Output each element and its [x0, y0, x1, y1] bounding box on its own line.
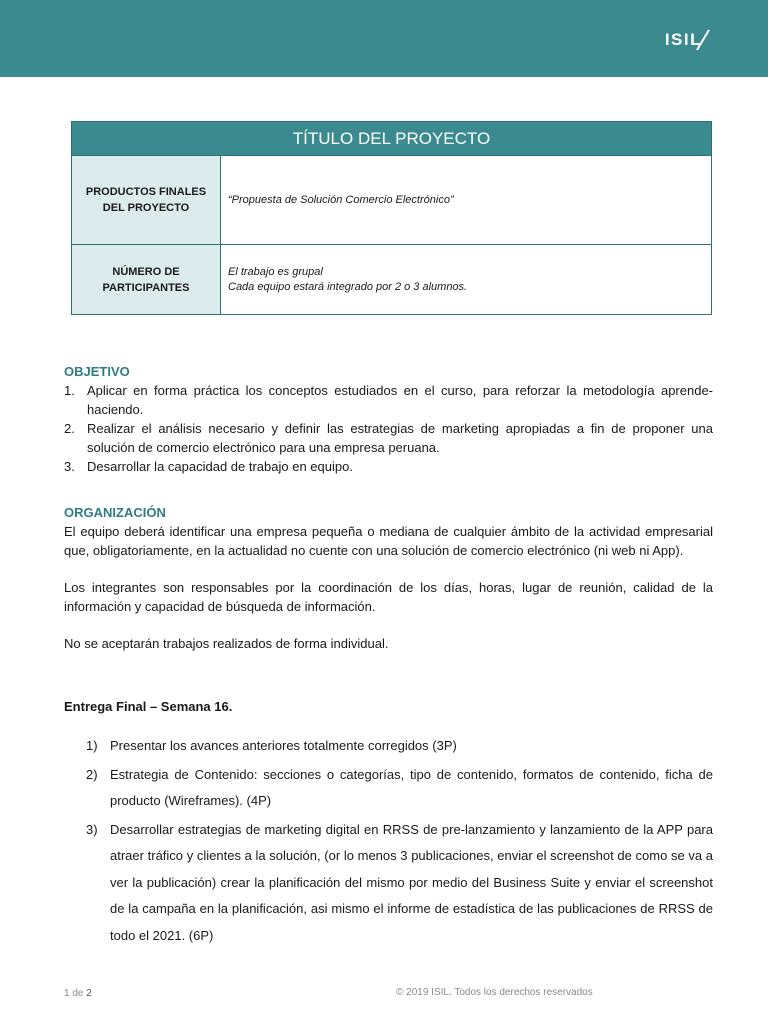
objetivo-heading: OBJETIVO	[64, 364, 130, 379]
list-item	[86, 762, 713, 815]
logo-slash-icon	[695, 28, 711, 52]
list-item	[64, 381, 713, 419]
list-item-text: Desarrollar estrategias de marketing digital en RRSS de pre-lanzamiento y lanzamiento de la APP para atraer tráfico y clientes a la solución, (or lo menos 3 publicaciones, enviar el screenshot de como se va a ver la publicación) crear la planificación del mismo por medio del Business Suite y enviar el screenshot de la campaña en la planificación, asi mismo el informe de estadística de las publicaciones de RRSS de todo el 2021. (6P)	[110, 821, 713, 943]
list-item-number: 2)	[86, 766, 98, 782]
list-item-number: 3)	[86, 821, 98, 837]
isil-logo	[665, 30, 702, 50]
list-item-text: Realizar el análisis necesario y definir las estrategias de marketing apropiadas a fin de proponer una solución de comercio electrónico para una empresa peruana.	[87, 421, 713, 455]
list-item	[64, 419, 713, 457]
list-item-number: 3.	[64, 459, 75, 474]
project-table	[71, 121, 712, 315]
products-label-line2: DEL PROYECTO	[102, 202, 190, 214]
entrega-list	[86, 733, 713, 951]
list-item-text: Presentar los avances anteriores totalmente corregidos (3P)	[110, 738, 457, 753]
page-separator: de	[72, 988, 84, 999]
participants-value-line1: El trabajo es grupal	[228, 265, 323, 278]
page-header	[0, 0, 768, 77]
participants-label-line1: NÚMERO DE	[112, 265, 180, 278]
entrega-title: Entrega Final – Semana 16.	[64, 699, 233, 714]
products-label	[72, 156, 221, 245]
organizacion-heading: ORGANIZACIÓN	[64, 505, 166, 520]
objetivo-list	[64, 381, 713, 476]
list-item-text: Desarrollar la capacidad de trabajo en equipo.	[87, 459, 353, 474]
page-total: 2	[86, 988, 92, 999]
page-current: 1	[64, 988, 70, 999]
list-item-number: 1.	[64, 383, 75, 398]
list-item	[86, 817, 713, 950]
participants-value-line2: Cada equipo estará integrado por 2 o 3 alumnos.	[228, 280, 468, 293]
list-item-text: Estrategia de Contenido: secciones o categorías, tipo de contenido, formatos de contenido, ficha de producto (Wireframes). (4P)	[110, 766, 713, 808]
copyright-notice: © 2019 ISIL. Todos los derechos reservados	[396, 987, 593, 998]
list-item	[64, 457, 713, 476]
logo-text: ISIL	[664, 30, 702, 49]
organizacion-paragraph: Los integrantes son responsables por la coordinación de los días, horas, lugar de reunión, calidad de la información y capacidad de búsqueda de información.	[64, 580, 713, 614]
list-item-number: 1)	[86, 738, 98, 753]
participants-label	[72, 245, 221, 315]
products-label-line1: PRODUCTOS FINALES	[85, 186, 207, 198]
participants-value	[221, 245, 712, 315]
organizacion-paragraph: No se aceptarán trabajos realizados de forma individual.	[64, 636, 389, 651]
products-value: “Propuesta de Solución Comercio Electrónico”	[221, 156, 712, 245]
organizacion-paragraph: El equipo deberá identificar una empresa pequeña o mediana de cualquier ámbito de la actividad empresarial que, obligatoriamente, en la actualidad no cuente con una solución de comercio electrónico (ni web ni App).	[64, 524, 713, 558]
list-item	[86, 733, 713, 760]
main-content	[64, 362, 713, 653]
project-title: TÍTULO DEL PROYECTO	[72, 122, 712, 156]
list-item-number: 2.	[64, 421, 75, 436]
page-number	[64, 988, 92, 999]
list-item-text: Aplicar en forma práctica los conceptos estudiados en el curso, para reforzar la metodología aprende-haciendo.	[87, 383, 713, 417]
participants-label-line2: PARTICIPANTES	[102, 281, 190, 294]
